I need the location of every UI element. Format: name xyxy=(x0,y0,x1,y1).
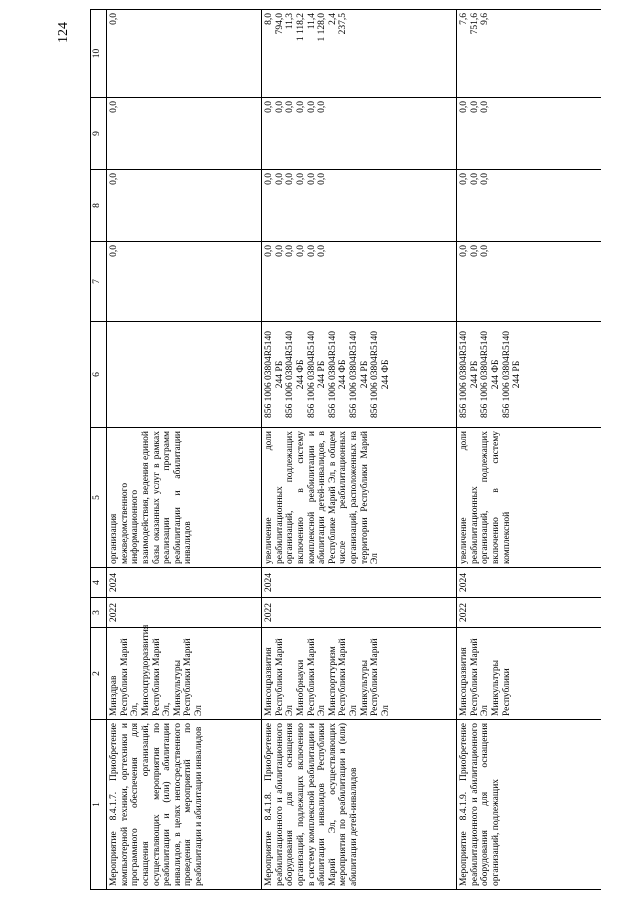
kbk-line: 856 1006 03804R5140 244 РБ xyxy=(264,330,285,419)
table-row xyxy=(457,10,602,890)
kbk-line: 856 1006 03804R5140 244 ФБ xyxy=(370,330,391,419)
c10-line: 11,4 xyxy=(306,13,317,30)
c8-line: 0,0 xyxy=(317,173,328,185)
end-year-cell: 2024 xyxy=(262,568,457,598)
header-cell: 2 xyxy=(91,628,107,720)
kbk-cell xyxy=(262,322,457,428)
c9-line: 0,0 xyxy=(109,101,119,113)
col10-cell xyxy=(107,10,262,98)
executors-line: Минкультуры Республики Марий Эл xyxy=(359,638,391,716)
table-row xyxy=(107,10,262,890)
header-cell: 7 xyxy=(91,242,107,322)
end-year-cell: 2024 xyxy=(457,568,602,598)
kbk-line: 856 1006 03804R5140 244 ФБ xyxy=(285,330,306,419)
header-cell: 10 xyxy=(91,10,107,98)
c9-line: 0,0 xyxy=(459,101,469,113)
c9-line: 0,0 xyxy=(317,101,328,113)
c10-line: 1 128,0 xyxy=(317,13,328,42)
c9-line: 0,0 xyxy=(469,101,480,113)
event-cell: Мероприятие 8.4.1.7. Приобретение компьютерной техники, оргтехники и программного обеспечения для оснащения организаций, осуществляющих мероприятия по реабилитации и (или) абилитации инвалидов, в целях непосредственного проведения мероприятий по реабилитации и абилитации инвалидов xyxy=(107,720,262,890)
c7-line: 0,0 xyxy=(480,245,491,257)
c9-line: 0,0 xyxy=(264,101,274,113)
kbk-cell xyxy=(107,322,262,428)
start-year-cell: 2022 xyxy=(262,598,457,628)
c7-line: 0,0 xyxy=(295,245,306,257)
executor-cell xyxy=(107,624,262,720)
page-number: 124 xyxy=(56,22,71,43)
kbk-line: 856 1006 03804R5140 244 РБ xyxy=(459,330,480,419)
c7-line: 0,0 xyxy=(306,245,317,257)
col7-cell xyxy=(457,242,602,322)
result-cell: увеличение доли реабилитационных организаций, подлежащих включению в систему комплексной реабилитации и абилитации детей-инвалидов, в Республике Марий Эл, в общем числе реабилитационных организаций, расположенных на территории Республики Марий Эл xyxy=(262,428,457,568)
col9-cell xyxy=(262,98,457,170)
c7-line: 0,0 xyxy=(317,245,328,257)
executors-line: Минспорттуризм Республики Марий Эл xyxy=(327,638,359,716)
c7-line: 0,0 xyxy=(285,245,296,257)
executors-line: Минкультуры Республики xyxy=(490,659,512,716)
col7-cell xyxy=(262,242,457,322)
c10-line: 2,4 xyxy=(327,13,338,25)
c9-line: 0,0 xyxy=(480,101,491,113)
c7-line: 0,0 xyxy=(109,245,119,257)
c8-line: 0,0 xyxy=(480,173,491,185)
c9-line: 0,0 xyxy=(285,101,296,113)
kbk-line: 856 1006 03804R5140 244 ФБ xyxy=(327,330,349,419)
header-cell: 1 xyxy=(91,720,107,890)
kbk-cell xyxy=(457,322,602,428)
c8-line: 0,0 xyxy=(264,173,274,185)
rotated-page xyxy=(56,10,639,890)
col10-cell xyxy=(457,10,602,98)
result-cell: организация межведомственного информационного взаимодействия, ведения единой базы оказанных услуг в рамках реализации программ реабилитации и абилитации инвалидов xyxy=(107,428,262,568)
c10-line: 8,0 xyxy=(264,13,274,25)
c10-line: 751,6 xyxy=(469,13,480,35)
header-cell: 8 xyxy=(91,170,107,242)
start-year-cell: 2022 xyxy=(457,598,602,628)
c7-line: 0,0 xyxy=(459,245,469,257)
budget-table xyxy=(90,9,601,890)
c10-line: 11,3 xyxy=(285,13,296,30)
table-row xyxy=(262,10,457,890)
c8-line: 0,0 xyxy=(306,173,317,185)
result-cell: увеличение доли реабилитационных организаций, подлежащих включению в систему комплексной xyxy=(457,428,602,568)
c9-line: 0,0 xyxy=(306,101,317,113)
end-year-cell: 2024 xyxy=(107,568,262,598)
c7-line: 0,0 xyxy=(264,245,274,257)
executors-line: Минсоцразвития Республики Марий Эл xyxy=(459,638,491,716)
header-row xyxy=(91,10,107,890)
col9-cell xyxy=(457,98,602,170)
event-cell: Мероприятие 8.4.1.8. Приобретение реабилитационного и абилитационного оборудования для оснащения организаций, подлежащих включению в систему комплексной реабилитации и абилитации инвалидов Республики Марий Эл, осуществляющих мероприятия по реабилитации и (или) абилитации детей-инвалидов xyxy=(262,720,457,890)
c10-line: 1 118,2 xyxy=(295,13,306,42)
c9-line: 0,0 xyxy=(295,101,306,113)
kbk-line: 856 1006 03804R5140 244 РБ xyxy=(501,330,523,419)
executors-line: Минкультуры Республики Марий Эл xyxy=(172,638,204,716)
c7-line: 0,0 xyxy=(274,245,285,257)
c10-line: 9,6 xyxy=(480,13,491,25)
col8-cell xyxy=(262,170,457,242)
c8-line: 0,0 xyxy=(469,173,480,185)
c10-line: 237,5 xyxy=(338,13,349,35)
kbk-line: 856 1006 03804R5140 244 ФБ xyxy=(480,330,501,419)
c9-line: 0,0 xyxy=(274,101,285,113)
header-cell: 6 xyxy=(91,322,107,428)
c10-line: 794,0 xyxy=(274,13,285,35)
c8-line: 0,0 xyxy=(274,173,285,185)
header-cell: 5 xyxy=(91,428,107,568)
c8-line: 0,0 xyxy=(459,173,469,185)
executor-cell xyxy=(457,628,602,720)
c10-line: 0,0 xyxy=(109,13,119,25)
header-cell: 4 xyxy=(91,568,107,598)
col9-cell xyxy=(107,98,262,170)
executors-line: Минсоцразвития Республики Марий Эл xyxy=(264,638,296,716)
kbk-line: 856 1006 03804R5140 244 РБ xyxy=(349,330,370,419)
col8-cell xyxy=(457,170,602,242)
c8-line: 0,0 xyxy=(295,173,306,185)
executors-line: Минсоцтрудоразвития Республики Марий Эл, xyxy=(140,624,173,716)
c8-line: 0,0 xyxy=(109,173,119,185)
c7-line: 0,0 xyxy=(469,245,480,257)
col10-cell xyxy=(262,10,457,98)
col8-cell xyxy=(107,170,262,242)
header-cell: 9 xyxy=(91,98,107,170)
c8-line: 0,0 xyxy=(285,173,296,185)
c10-line: 7,6 xyxy=(459,13,469,25)
header-cell: 3 xyxy=(91,598,107,628)
event-cell: Мероприятие 8.4.1.9. Приобретение реабилитационного и абилитационного оборудования для оснащения организаций, подлежащих xyxy=(457,720,602,890)
col7-cell xyxy=(107,242,262,322)
kbk-line: 856 1006 03804R5140 244 РБ xyxy=(306,330,328,419)
executor-cell xyxy=(262,628,457,720)
start-year-cell: 2022 xyxy=(107,598,262,628)
executors-line: Минобрнауки Республики Марий Эл xyxy=(295,638,328,716)
executors-line: Минздрав Республики Марий Эл, xyxy=(109,638,141,716)
